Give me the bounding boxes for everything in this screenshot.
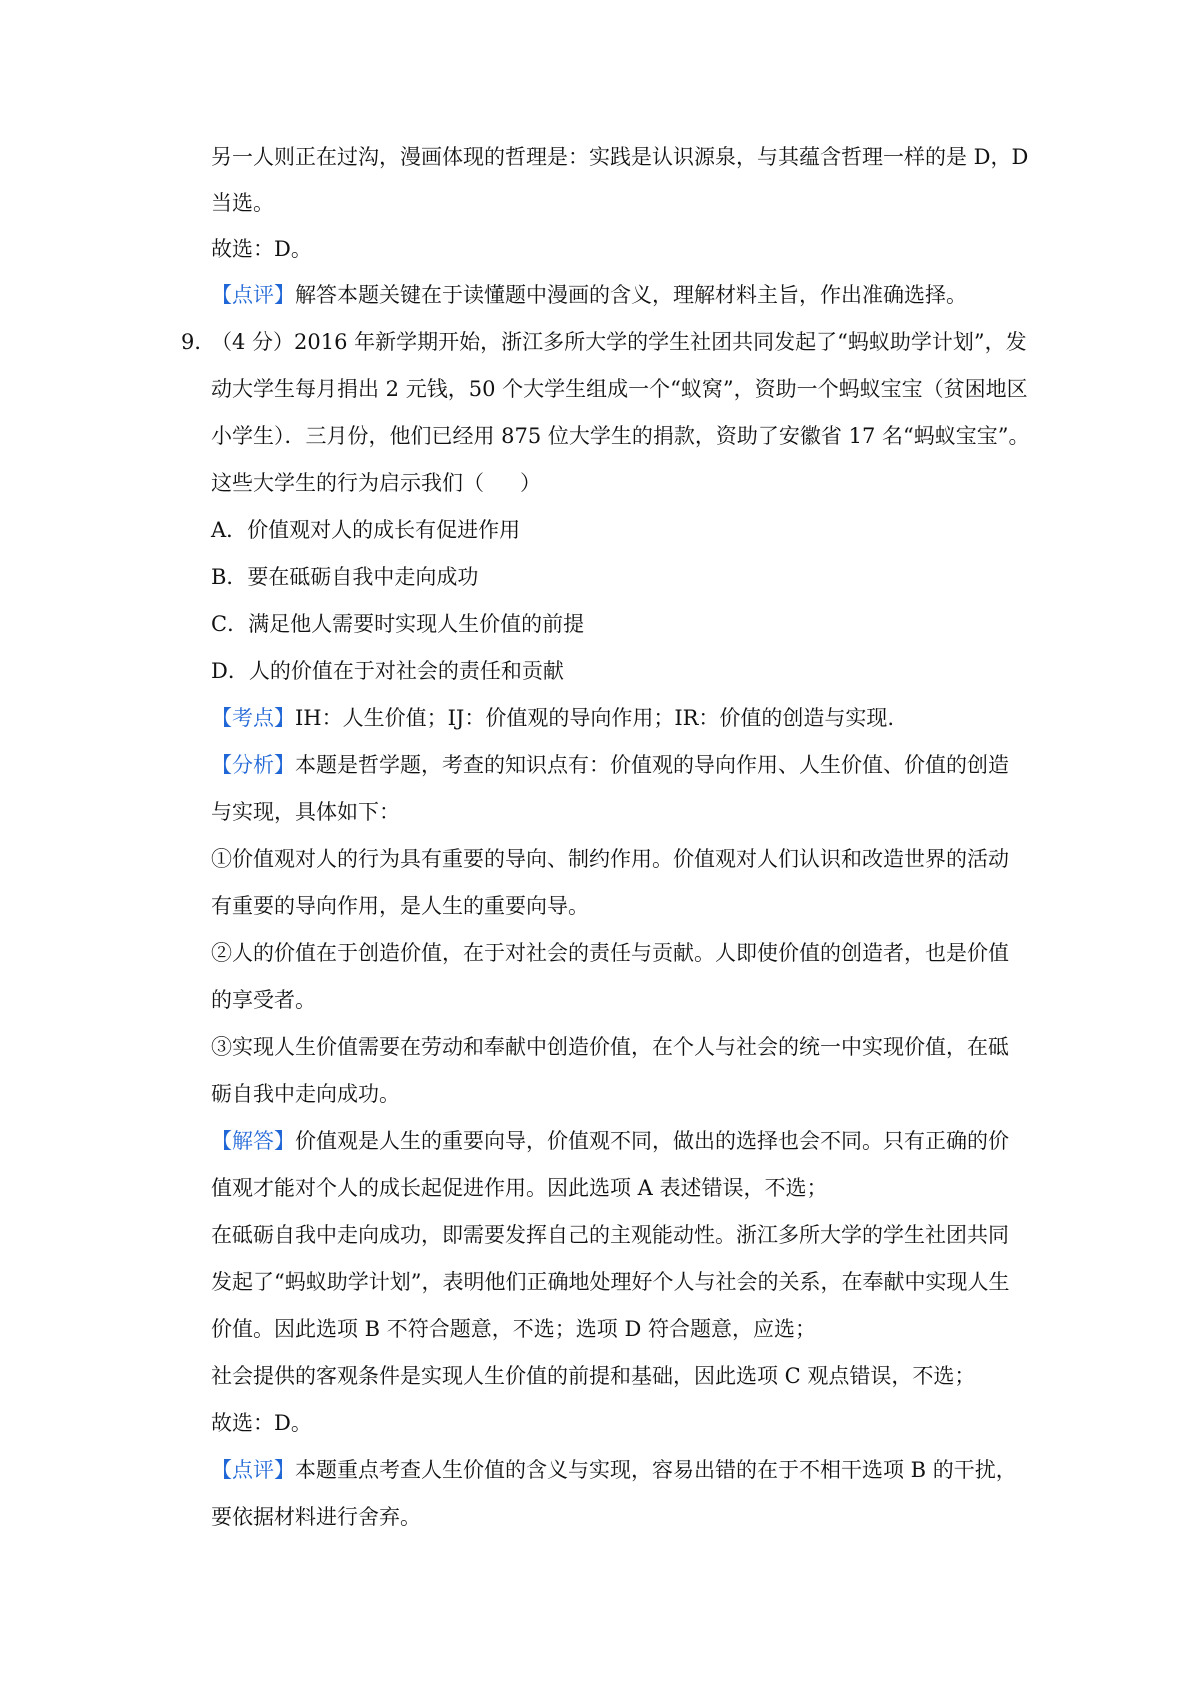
dianping-tag: 【点评】 — [211, 1458, 295, 1482]
fenxi — [211, 751, 1009, 779]
question-stem-line: 小学生）．三月份，他们已经用 875 位大学生的捐款，资助了安徽省 17 名“蚂蚁宝宝”。 — [211, 424, 1030, 448]
option-a: A．价值观对人的成长有促进作用 — [211, 518, 521, 542]
text-line: 另一人则正在过沟，漫画体现的哲理是：实践是认识源泉，与其蕴含哲理一样的是 D，D — [211, 145, 1029, 169]
fenxi-tag: 【分析】 — [211, 753, 295, 777]
jieda-tag: 【解答】 — [211, 1129, 295, 1153]
jieda-line: 在砥砺自我中走向成功，即需要发挥自己的主观能动性。浙江多所大学的学生社团共同 — [211, 1223, 1009, 1247]
dianping-text: 本题重点考查人生价值的含义与实现，容易出错的在于不相干选项 B 的干扰， — [295, 1458, 1017, 1482]
question-stem-line: （4 分）2016 年新学期开始，浙江多所大学的学生社团共同发起了“蚂蚁助学计划”，发 — [211, 330, 1027, 354]
jieda-text: 价值观是人生的重要向导，价值观不同，做出的选择也会不同。只有正确的价 — [295, 1129, 1009, 1153]
option-d: D．人的价值在于对社会的责任和贡献 — [211, 659, 564, 683]
question-stem-line: 动大学生每月捐出 2 元钱，50 个大学生组成一个“蚁窝”，资助一个蚂蚁宝宝（贫困地区 — [211, 377, 1028, 401]
question-stem-close: ） — [520, 471, 541, 495]
kaodian — [211, 704, 894, 732]
fenxi-line: ②人的价值在于创造价值，在于对社会的责任与贡献。人即使价值的创造者，也是价值 — [211, 941, 1009, 965]
fenxi-line: ①价值观对人的行为具有重要的导向、制约作用。价值观对人们认识和改造世界的活动 — [211, 847, 1009, 871]
jieda-line: 社会提供的客观条件是实现人生价值的前提和基础，因此选项 C 观点错误，不选； — [211, 1364, 976, 1388]
jieda-line: 价值。因此选项 B 不符合题意，不选；选项 D 符合题意，应选； — [211, 1317, 816, 1341]
text-line: 当选。 — [211, 191, 274, 215]
jieda-line: 值观才能对个人的成长起促进作用。因此选项 A 表述错误，不选； — [211, 1176, 828, 1200]
fenxi-line: 的享受者。 — [211, 988, 316, 1012]
fenxi-line: 与实现，具体如下： — [211, 800, 400, 824]
fenxi-text: 本题是哲学题，考查的知识点有：价值观的导向作用、人生价值、价值的创造 — [295, 753, 1009, 777]
jieda-line: 发起了“蚂蚁助学计划”，表明他们正确地处理好个人与社会的关系，在奉献中实现人生 — [211, 1270, 1010, 1294]
dianping — [211, 1456, 1017, 1484]
jieda-line: 故选：D。 — [211, 1411, 312, 1435]
option-b: B．要在砥砺自我中走向成功 — [211, 565, 479, 589]
comment-text: 解答本题关键在于读懂题中漫画的含义，理解材料主旨，作出准确选择。 — [295, 283, 967, 307]
option-c: C．满足他人需要时实现人生价值的前提 — [211, 612, 585, 636]
text-line: 故选：D。 — [211, 237, 312, 261]
fenxi-line: 有重要的导向作用，是人生的重要向导。 — [211, 894, 589, 918]
question-number: 9． — [181, 330, 216, 354]
fenxi-line: ③实现人生价值需要在劳动和奉献中创造价值，在个人与社会的统一中实现价值，在砥 — [211, 1035, 1009, 1059]
prev-comment — [211, 281, 967, 309]
kaodian-tag: 【考点】 — [211, 706, 295, 730]
question-stem-line — [211, 469, 541, 497]
fenxi-line: 砺自我中走向成功。 — [211, 1082, 400, 1106]
jieda — [211, 1127, 1009, 1155]
comment-tag: 【点评】 — [211, 283, 295, 307]
dianping-line: 要依据材料进行舍弃。 — [211, 1505, 421, 1529]
kaodian-text: IH：人生价值；IJ：价值观的导向作用；IR：价值的创造与实现. — [295, 706, 895, 730]
question-stem-text: 这些大学生的行为启示我们（ — [211, 471, 484, 495]
